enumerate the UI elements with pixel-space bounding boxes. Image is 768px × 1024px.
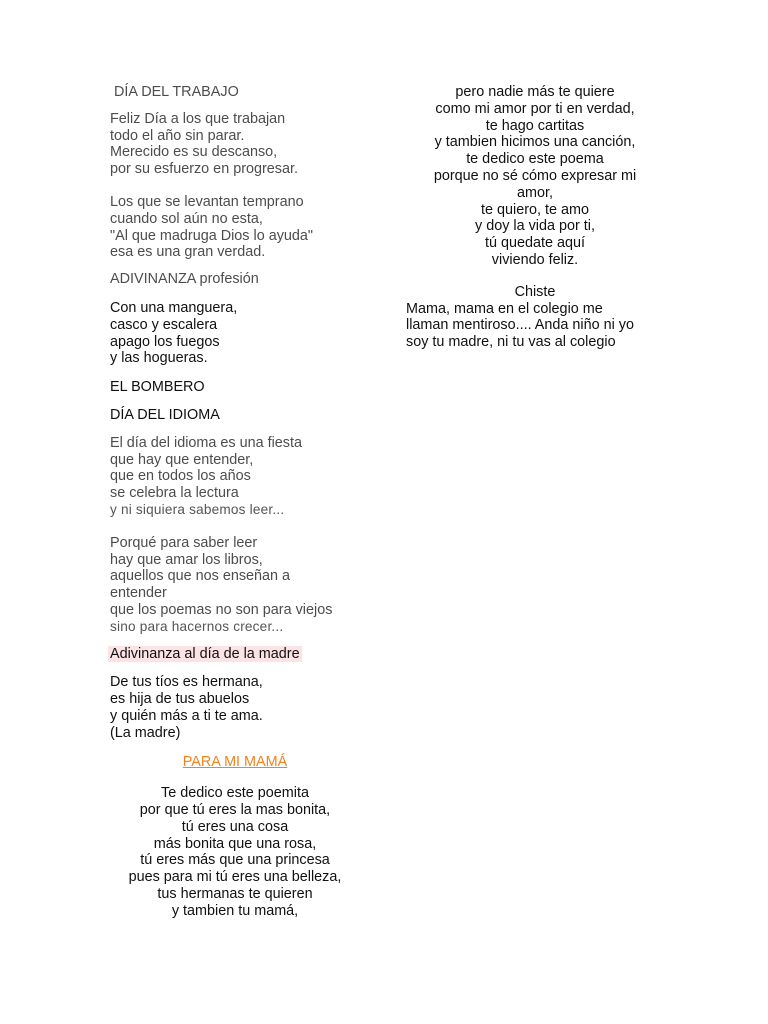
joke-line: soy tu madre, ni tu vas al colegio (406, 334, 616, 351)
poem-line: Porqué para saber leer (110, 534, 258, 551)
poem-line: Feliz Día a los que trabajan (110, 110, 286, 127)
riddle-line: apago los fuegos (110, 333, 220, 350)
poem-line: como mi amor por ti en verdad, (435, 100, 635, 117)
joke-line: Mama, mama en el colegio me (406, 300, 603, 317)
poem-line: El día del idioma es una fiesta (110, 434, 302, 451)
adivinanza-profesion-title: ADIVINANZA profesión (110, 271, 259, 288)
adivinanza-profesion-lines (110, 300, 370, 367)
poem-line: por que tú eres la mas bonita, (139, 802, 331, 819)
poem-line: viviendo feliz. (491, 251, 579, 268)
trabajo-stanza-1 (110, 111, 370, 178)
poem-line: que hay que entender, (110, 451, 254, 468)
idioma-stanza-1 (110, 435, 370, 519)
poem-line: te dedico este poema (466, 151, 604, 168)
chiste-text (406, 301, 664, 351)
riddle-line: (La madre) (110, 724, 181, 741)
riddle-line: y las hogueras. (110, 350, 208, 367)
poem-line: te quiero, te amo (481, 201, 589, 218)
poem-line: amor, (517, 184, 553, 201)
poem-line: y ni siquiera sabemos leer... (110, 501, 285, 517)
poem-line: "Al que madruga Dios lo ayuda" (110, 227, 314, 244)
poem-line: esa es una gran verdad. (110, 244, 266, 261)
riddle-line: casco y escalera (110, 316, 218, 333)
poem-line: tú eres una cosa (181, 818, 289, 835)
riddle-answer-bombero: EL BOMBERO (110, 379, 205, 396)
poem-line: se celebra la lectura (110, 485, 239, 502)
poem-line: tus hermanas te quieren (157, 886, 313, 903)
idioma-stanza-2 (110, 535, 370, 636)
poem-line: y tambien tu mamá, (171, 902, 299, 919)
poem-line: más bonita que una rosa, (153, 835, 317, 852)
para-mi-mama-poem (110, 785, 360, 919)
poem-line: por su esfuerzo en progresar. (110, 161, 298, 178)
poem-line: Merecido es su descanso, (110, 144, 278, 161)
poem-line: y tambien hicimos una canción, (434, 134, 636, 151)
poem-line: cuando sol aún no esta, (110, 210, 263, 227)
poem-continuation (406, 84, 664, 269)
poem-line: tú quedate aquí (484, 235, 586, 252)
joke-line: llaman mentiroso.... Anda niño ni yo (406, 317, 634, 334)
right-column (406, 84, 664, 351)
riddle-line: Con una manguera, (110, 299, 238, 316)
poem-line: Te dedico este poemita (161, 785, 309, 802)
trabajo-stanza-2 (110, 194, 370, 261)
chiste-title: Chiste (514, 283, 556, 300)
madre-riddle-title: Adivinanza al día de la madre (110, 645, 300, 662)
poem-line: que en todos los años (110, 468, 251, 485)
poem-line: te hago cartitas (485, 117, 585, 134)
poem-line: Los que se levantan temprano (110, 193, 304, 210)
riddle-line: es hija de tus abuelos (110, 691, 250, 708)
poem-line: pero nadie más te quiere (455, 84, 615, 100)
poem-line: pues para mi tú eres una belleza, (128, 869, 342, 886)
trabajo-title: DÍA DEL TRABAJO (114, 84, 239, 100)
riddle-line: y quién más a ti te ama. (110, 707, 263, 724)
poem-line: hay que amar los libros, (110, 551, 263, 568)
poem-line: sino para hacernos crecer... (110, 618, 284, 634)
poem-line: y doy la vida por ti, (475, 218, 595, 235)
para-mi-mama-link[interactable]: PARA MI MAMÁ (182, 753, 288, 770)
madre-riddle-lines (110, 674, 370, 741)
poem-line: que los poemas no son para viejos (110, 601, 333, 618)
poem-line: aquellos que nos enseñan a (110, 568, 291, 585)
poem-line: porque no sé cómo expresar mi (433, 167, 637, 184)
poem-line: todo el año sin parar. (110, 127, 245, 144)
riddle-line: De tus tíos es hermana, (110, 674, 263, 691)
idioma-title: DÍA DEL IDIOMA (110, 406, 220, 423)
poem-line: entender (110, 585, 167, 602)
poem-line: tú eres más que una princesa (140, 852, 330, 869)
left-column (110, 84, 370, 920)
